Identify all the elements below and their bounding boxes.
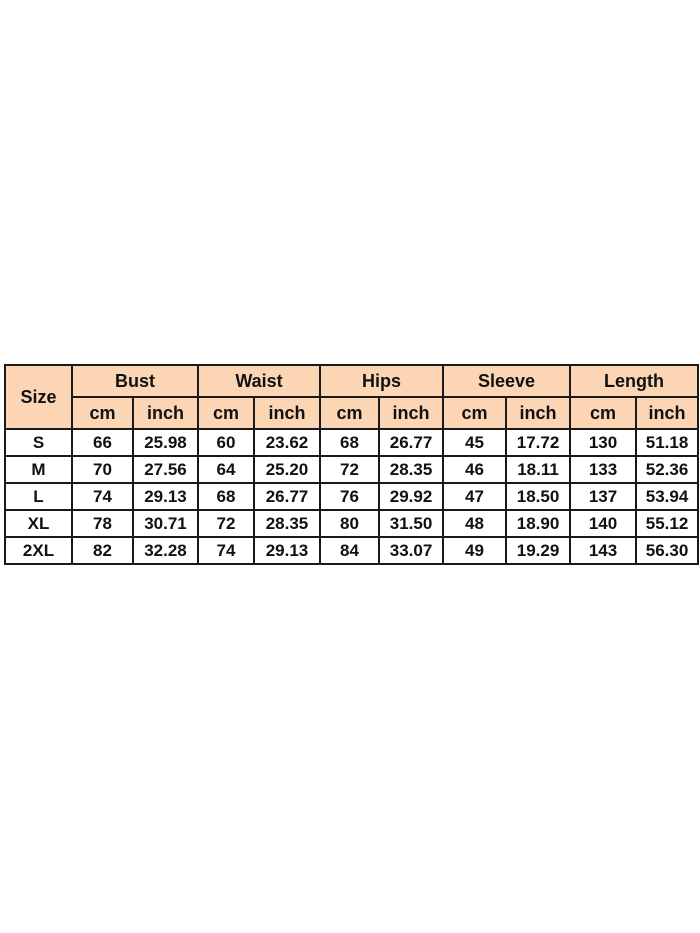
table-cell: 52.36 [636,456,698,483]
unit-header: cm [320,397,379,429]
table-cell: 23.62 [254,429,320,456]
sleeve-header: Sleeve [443,365,570,397]
table-cell: 70 [72,456,133,483]
table-row [5,510,698,537]
table-row [5,429,698,456]
table-cell: 18.90 [506,510,570,537]
size-chart-table [4,364,699,565]
size-cell: L [5,483,72,510]
table-cell: 18.11 [506,456,570,483]
table-cell: 19.29 [506,537,570,564]
table-row [5,483,698,510]
table-cell: 68 [320,429,379,456]
table-cell: 32.28 [133,537,198,564]
table-cell: 137 [570,483,636,510]
table-cell: 18.50 [506,483,570,510]
table-cell: 78 [72,510,133,537]
table-cell: 56.30 [636,537,698,564]
unit-header: inch [636,397,698,429]
hips-header: Hips [320,365,443,397]
size-cell: M [5,456,72,483]
table-cell: 64 [198,456,254,483]
table-cell: 48 [443,510,506,537]
size-cell: XL [5,510,72,537]
table-cell: 140 [570,510,636,537]
table-cell: 25.20 [254,456,320,483]
table-cell: 84 [320,537,379,564]
table-cell: 28.35 [379,456,443,483]
table-cell: 30.71 [133,510,198,537]
unit-header: inch [506,397,570,429]
unit-header-row [5,397,698,429]
bust-header: Bust [72,365,198,397]
size-column-header: Size [5,365,72,429]
table-cell: 68 [198,483,254,510]
table-cell: 72 [198,510,254,537]
unit-header: inch [133,397,198,429]
unit-header: inch [379,397,443,429]
table-cell: 74 [72,483,133,510]
table-cell: 72 [320,456,379,483]
table-cell: 26.77 [379,429,443,456]
table-cell: 76 [320,483,379,510]
table-cell: 27.56 [133,456,198,483]
unit-header: cm [443,397,506,429]
table-cell: 55.12 [636,510,698,537]
table-cell: 29.92 [379,483,443,510]
table-cell: 133 [570,456,636,483]
unit-header: cm [72,397,133,429]
table-cell: 33.07 [379,537,443,564]
length-header: Length [570,365,698,397]
table-cell: 28.35 [254,510,320,537]
unit-header: inch [254,397,320,429]
table-cell: 17.72 [506,429,570,456]
table-cell: 29.13 [133,483,198,510]
table-cell: 46 [443,456,506,483]
table-cell: 143 [570,537,636,564]
table-cell: 45 [443,429,506,456]
table-cell: 26.77 [254,483,320,510]
table-cell: 51.18 [636,429,698,456]
size-cell: S [5,429,72,456]
size-cell: 2XL [5,537,72,564]
group-header-row [5,365,698,397]
table-cell: 66 [72,429,133,456]
table-cell: 31.50 [379,510,443,537]
table-row [5,456,698,483]
unit-header: cm [570,397,636,429]
table-cell: 29.13 [254,537,320,564]
table-cell: 25.98 [133,429,198,456]
table-cell: 60 [198,429,254,456]
table-cell: 47 [443,483,506,510]
unit-header: cm [198,397,254,429]
table-cell: 82 [72,537,133,564]
table-cell: 74 [198,537,254,564]
table-cell: 49 [443,537,506,564]
waist-header: Waist [198,365,320,397]
table-row [5,537,698,564]
table-cell: 53.94 [636,483,698,510]
table-cell: 80 [320,510,379,537]
table-cell: 130 [570,429,636,456]
